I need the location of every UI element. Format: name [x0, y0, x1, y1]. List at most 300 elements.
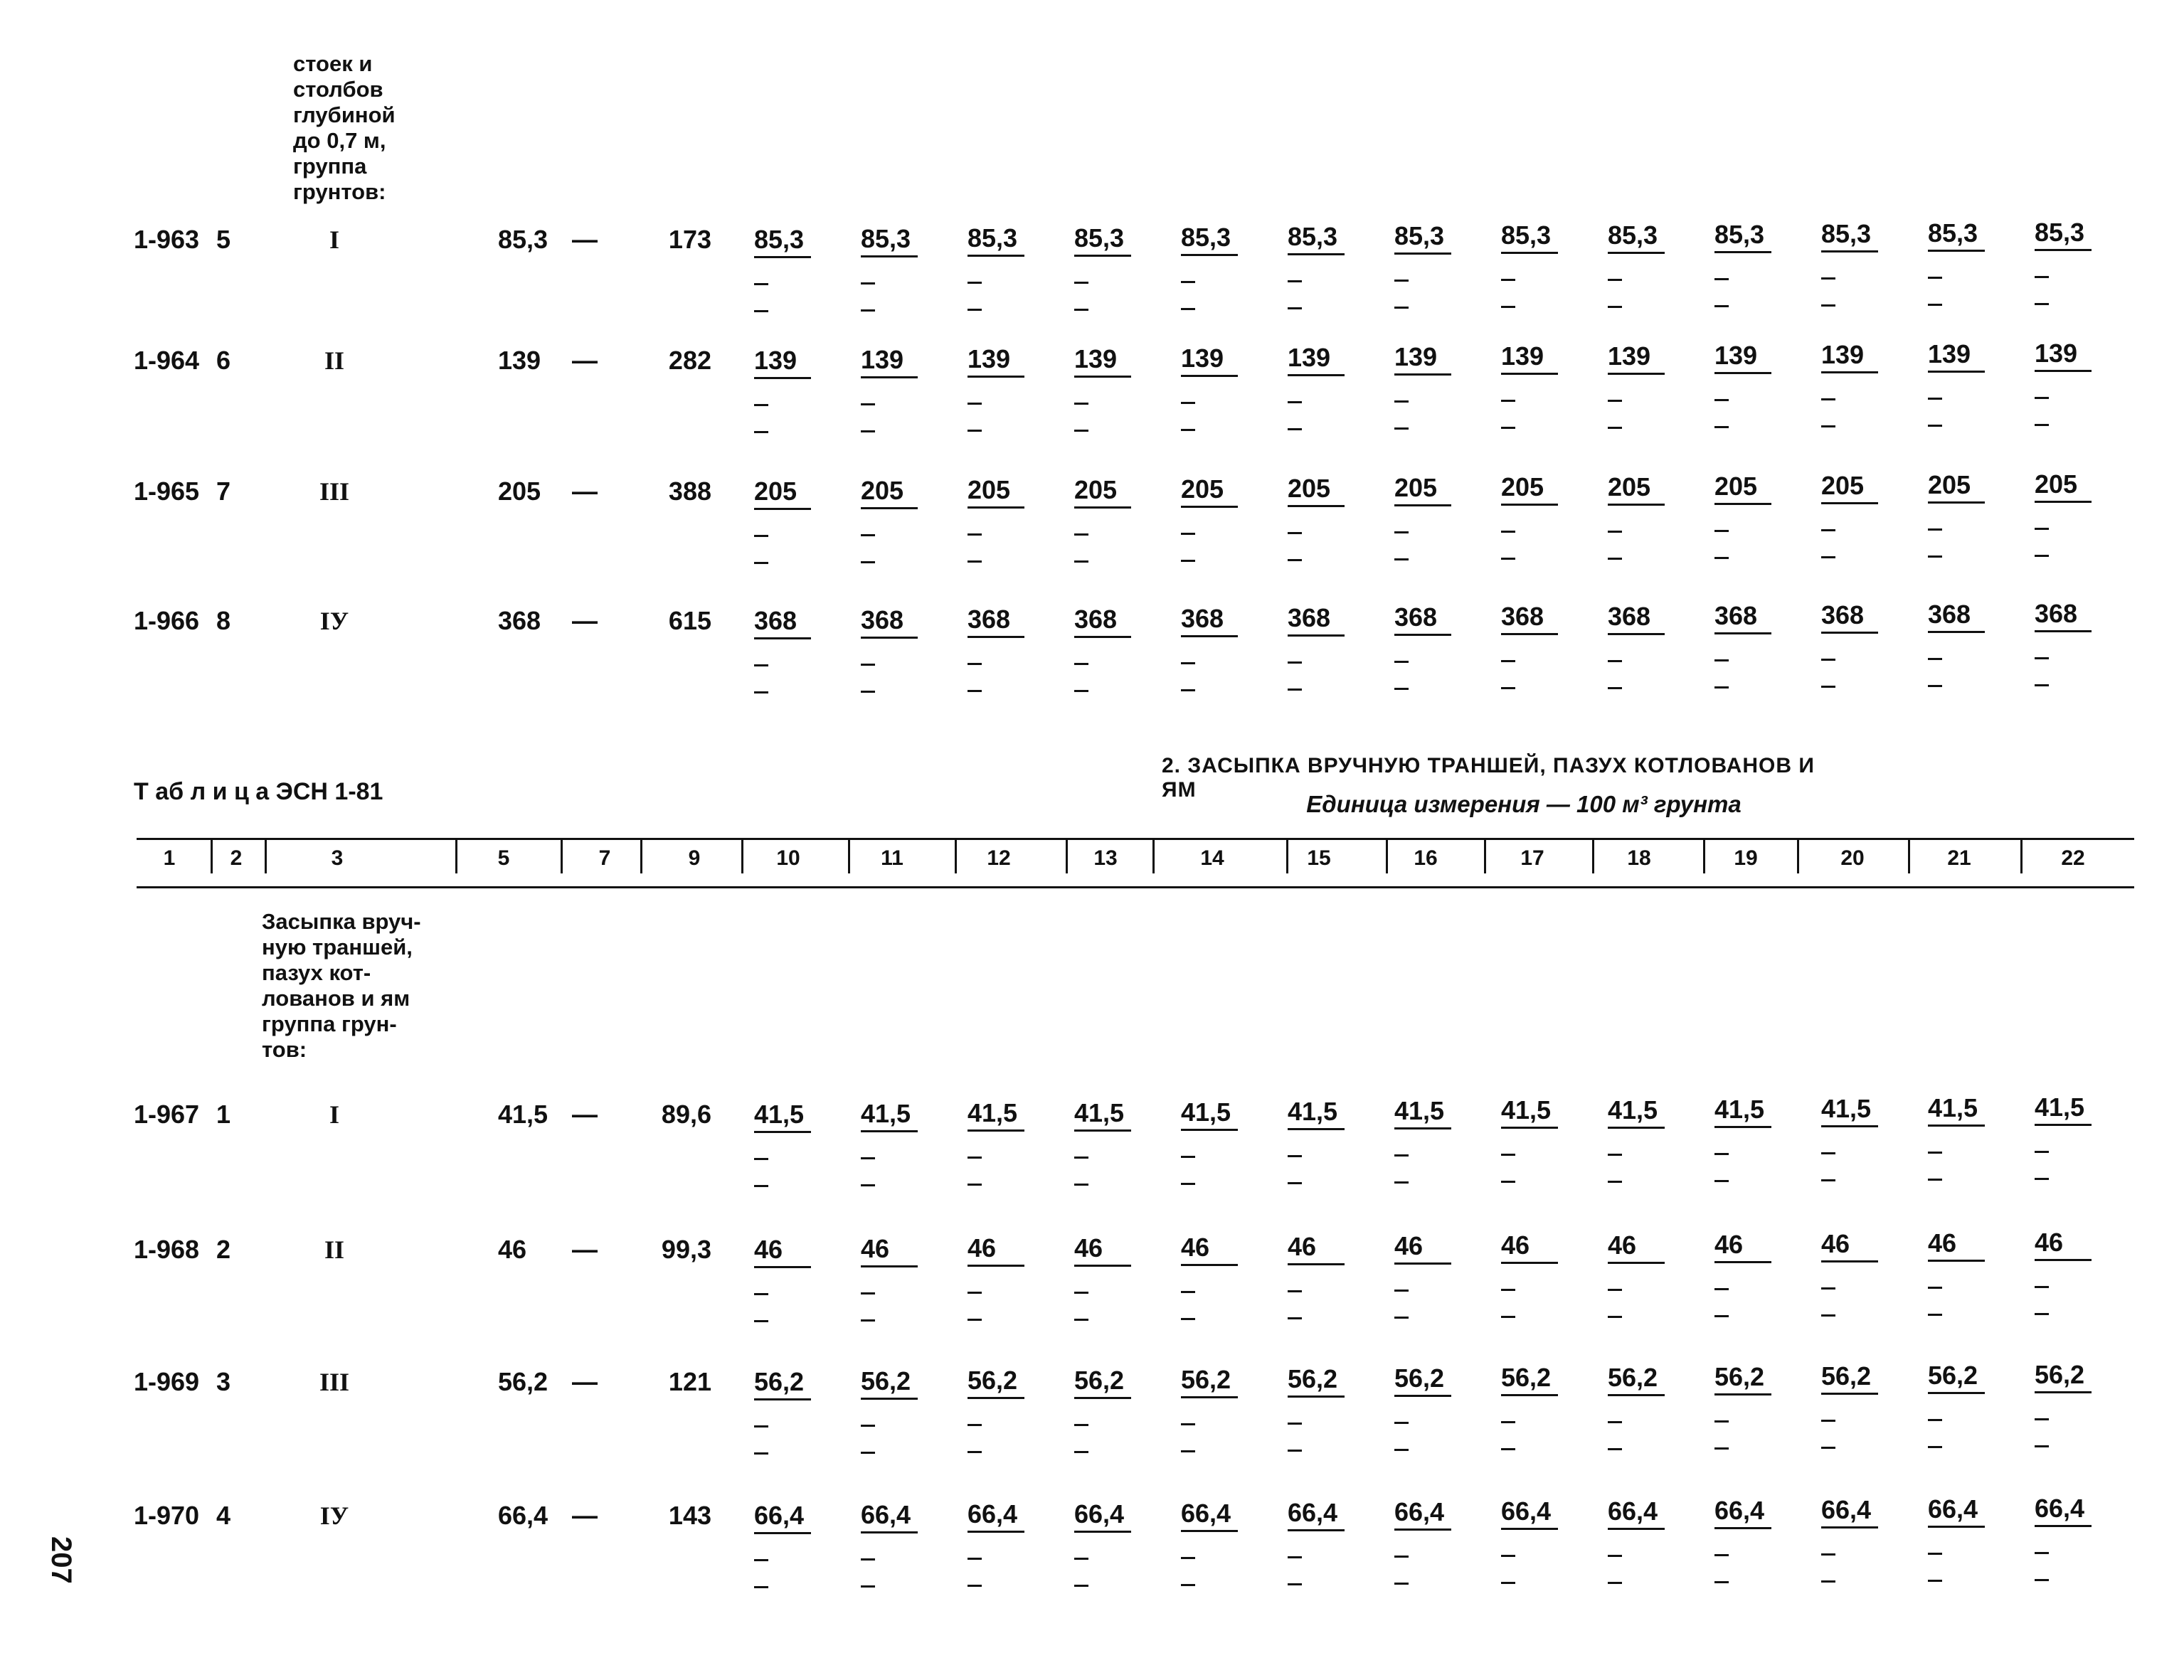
fraction-dash-lower — [754, 1320, 768, 1322]
fraction-dash-lower — [1074, 1319, 1088, 1321]
fraction-numerator: 46 — [1394, 1231, 1424, 1260]
fraction-dash-lower — [1608, 306, 1622, 308]
fraction-bar — [861, 1531, 918, 1533]
fraction-bar — [1821, 250, 1878, 252]
fraction-dash-lower — [1501, 306, 1515, 308]
col-5-value: 66,4 — [498, 1501, 548, 1530]
col-9-value: 615 — [668, 606, 711, 635]
fraction-dash-upper — [1074, 1157, 1088, 1159]
fraction-bar — [1821, 1393, 1878, 1395]
fraction-bar — [1928, 1526, 1985, 1528]
fraction-dash-lower — [968, 1184, 982, 1186]
fraction-dash-lower — [1288, 689, 1302, 691]
fraction-dash-lower — [1821, 556, 1835, 558]
fraction-bar — [1074, 1531, 1131, 1533]
fraction-dash-upper — [1181, 1156, 1195, 1158]
fraction-numerator: 41,5 — [1181, 1097, 1231, 1127]
column-header: 20 — [1840, 846, 1865, 870]
fraction-numerator: 85,3 — [2035, 218, 2085, 247]
fraction-dash-lower — [861, 1319, 875, 1322]
fraction-numerator: 41,5 — [1821, 1094, 1872, 1123]
fraction-numerator: 205 — [1501, 472, 1544, 501]
fraction-dash-upper — [1928, 1152, 1942, 1154]
fraction-dash-upper — [861, 534, 875, 536]
fraction-numerator: 41,5 — [968, 1098, 1018, 1127]
fraction-dash-lower — [1074, 1184, 1088, 1186]
fraction-dash-lower — [968, 1585, 982, 1587]
fraction-dash-lower — [1394, 1181, 1409, 1184]
fraction-bar — [1394, 1262, 1451, 1265]
fraction-dash-lower — [1074, 690, 1088, 692]
fraction-dash-lower — [754, 691, 768, 693]
fraction-numerator: 368 — [754, 606, 797, 635]
fraction-dash-lower — [1181, 308, 1195, 310]
row-code: 1-965 — [134, 477, 200, 506]
fraction-bar — [1928, 631, 1985, 633]
fraction-numerator: 85,3 — [1928, 218, 1978, 248]
fraction-dash-lower — [1394, 307, 1409, 309]
fraction-dash-lower — [1608, 427, 1622, 429]
fraction-bar — [754, 377, 811, 379]
table-name: Т аб л и ц а ЭСН 1-81 — [134, 778, 383, 805]
fraction-dash-upper — [861, 664, 875, 666]
fraction-numerator: 205 — [968, 475, 1011, 504]
fraction-dash-upper — [1288, 1290, 1302, 1292]
column-separator — [1797, 838, 1799, 873]
column-header: 9 — [688, 846, 701, 870]
fraction-dash-upper — [1821, 1553, 1835, 1556]
fraction-numerator: 41,5 — [1394, 1096, 1445, 1125]
column-header: 10 — [776, 846, 800, 870]
fraction-bar — [1714, 503, 1771, 505]
desc-line: глубиной — [293, 102, 396, 127]
fraction-bar — [861, 255, 918, 257]
fraction-dash-lower — [1928, 555, 1942, 558]
soil-group: III — [319, 1368, 350, 1396]
row-number: 2 — [216, 1235, 231, 1264]
desc-line: группа грун- — [262, 1011, 397, 1036]
fraction-dash-lower — [1501, 427, 1515, 429]
fraction-numerator: 46 — [754, 1235, 783, 1264]
fraction-bar — [1288, 1128, 1345, 1130]
fraction-numerator: 205 — [754, 477, 797, 506]
fraction-numerator: 41,5 — [1928, 1093, 1978, 1122]
row-number: 8 — [216, 606, 231, 635]
fraction-numerator: 46 — [1181, 1233, 1210, 1262]
fraction-dash-lower — [1928, 1179, 1942, 1181]
fraction-numerator: 46 — [1821, 1229, 1850, 1258]
fraction-dash-upper — [2035, 528, 2049, 530]
fraction-bar — [1928, 1125, 1985, 1127]
fraction-dash-upper — [1608, 1555, 1622, 1557]
fraction-dash-upper — [1288, 661, 1302, 664]
fraction-dash-upper — [1928, 398, 1942, 400]
fraction-numerator: 205 — [1821, 471, 1865, 500]
fraction-dash-upper — [1288, 1423, 1302, 1425]
fraction-numerator: 66,4 — [1714, 1496, 1765, 1525]
fraction-dash-lower — [1181, 1183, 1195, 1185]
soil-group: III — [319, 477, 350, 506]
fraction-dash-upper — [1608, 279, 1622, 281]
fraction-bar — [1501, 633, 1558, 635]
fraction-dash-lower — [1821, 304, 1835, 307]
fraction-bar — [1394, 504, 1451, 506]
fraction-numerator: 85,3 — [861, 224, 911, 253]
column-header: 12 — [987, 846, 1011, 870]
fraction-dash-lower — [1181, 689, 1195, 691]
fraction-dash-upper — [754, 1559, 768, 1561]
fraction-numerator: 41,5 — [1074, 1098, 1125, 1127]
fraction-dash-lower — [1821, 1179, 1835, 1181]
column-header: 3 — [331, 846, 344, 870]
column-header: 5 — [497, 846, 510, 870]
col-5-value: 46 — [498, 1235, 527, 1264]
fraction-bar — [968, 1265, 1024, 1267]
fraction-dash-lower — [1288, 1317, 1302, 1319]
col-5-value: 85,3 — [498, 225, 548, 254]
fraction-dash-upper — [2035, 1286, 2049, 1288]
fraction-dash-lower — [968, 1319, 982, 1321]
fraction-bar — [1821, 1260, 1878, 1262]
soil-group: I — [329, 225, 340, 254]
fraction-numerator: 56,2 — [1288, 1364, 1338, 1393]
fraction-dash-lower — [1714, 1315, 1729, 1317]
desc-line: Засыпка вруч- — [262, 909, 421, 934]
fraction-dash-lower — [861, 1585, 875, 1588]
fraction-bar — [968, 1129, 1024, 1132]
fraction-dash-lower — [2035, 424, 2049, 426]
fraction-bar — [1501, 1528, 1558, 1530]
fraction-dash-lower — [2035, 1579, 2049, 1581]
fraction-dash-upper — [1501, 1154, 1515, 1156]
fraction-numerator: 368 — [1074, 605, 1118, 634]
fraction-bar — [1714, 1261, 1771, 1263]
fraction-dash-upper — [1288, 280, 1302, 282]
fraction-bar — [2035, 501, 2092, 503]
fraction-bar — [754, 1398, 811, 1400]
column-header: 18 — [1627, 846, 1651, 870]
row-number: 1 — [216, 1100, 231, 1129]
fraction-numerator: 205 — [1608, 472, 1651, 501]
fraction-bar — [2035, 249, 2092, 251]
fraction-numerator: 66,4 — [1288, 1498, 1338, 1527]
fraction-dash-lower — [1074, 309, 1088, 311]
fraction-dash-upper — [754, 535, 768, 537]
fraction-bar — [1501, 504, 1558, 506]
fraction-bar — [1608, 1262, 1665, 1264]
fraction-numerator: 46 — [1608, 1230, 1637, 1260]
fraction-dash-lower — [1714, 1447, 1729, 1450]
desc-line: группа — [293, 154, 367, 179]
fraction-dash-lower — [861, 309, 875, 312]
fraction-dash-lower — [1821, 1314, 1835, 1317]
fraction-dash-lower — [968, 1451, 982, 1453]
fraction-numerator: 46 — [861, 1234, 890, 1263]
fraction-dash-upper — [1501, 531, 1515, 533]
fraction-bar — [1501, 1394, 1558, 1396]
fraction-dash-upper — [968, 1424, 982, 1426]
fraction-dash-upper — [1394, 280, 1409, 282]
column-separator — [1386, 838, 1388, 873]
fraction-bar — [1394, 1529, 1451, 1531]
fraction-numerator: 368 — [1821, 600, 1865, 629]
fraction-bar — [1714, 1393, 1771, 1395]
fraction-dash-lower — [1288, 428, 1302, 430]
fraction-bar — [1608, 504, 1665, 506]
fraction-bar — [2035, 1124, 2092, 1126]
column-header: 1 — [163, 846, 176, 870]
fraction-dash-lower — [1821, 1580, 1835, 1583]
row-code: 1-968 — [134, 1235, 200, 1264]
fraction-numerator: 66,4 — [861, 1500, 911, 1529]
fraction-dash-upper — [1074, 282, 1088, 284]
fraction-bar — [968, 1397, 1024, 1399]
col-7-value: — — [572, 1367, 598, 1396]
fraction-bar — [1928, 1260, 1985, 1262]
fraction-dash-upper — [1928, 528, 1942, 531]
col-5-value: 205 — [498, 477, 541, 506]
fraction-numerator: 46 — [1074, 1233, 1103, 1262]
fraction-dash-lower — [754, 1452, 768, 1455]
fraction-numerator: 56,2 — [968, 1366, 1018, 1395]
fraction-numerator: 85,3 — [968, 223, 1018, 252]
fraction-dash-upper — [1394, 1422, 1409, 1424]
fraction-dash-upper — [861, 1292, 875, 1294]
fraction-bar — [1181, 506, 1238, 508]
fraction-dash-lower — [754, 1185, 768, 1187]
fraction-bar — [1821, 632, 1878, 634]
column-separator — [2020, 838, 2023, 873]
fraction-dash-lower — [2035, 555, 2049, 557]
fraction-dash-lower — [1608, 687, 1622, 689]
fraction-dash-upper — [968, 282, 982, 284]
fraction-bar — [1181, 1129, 1238, 1131]
fraction-numerator: 56,2 — [1501, 1363, 1552, 1392]
fraction-numerator: 41,5 — [1501, 1095, 1552, 1125]
fraction-numerator: 205 — [1714, 472, 1758, 501]
fraction-dash-upper — [1714, 659, 1729, 661]
fraction-numerator: 368 — [1181, 604, 1224, 633]
fraction-numerator: 368 — [1288, 603, 1331, 632]
fraction-dash-lower — [1288, 307, 1302, 309]
fraction-dash-upper — [1608, 1154, 1622, 1156]
fraction-bar — [1714, 372, 1771, 374]
fraction-numerator: 139 — [2035, 339, 2078, 368]
fraction-bar — [1714, 251, 1771, 253]
fraction-dash-upper — [968, 1558, 982, 1560]
fraction-dash-upper — [968, 663, 982, 665]
fraction-dash-upper — [1928, 1287, 1942, 1289]
fraction-dash-lower — [754, 562, 768, 564]
fraction-dash-upper — [2035, 1418, 2049, 1420]
fraction-numerator: 56,2 — [1608, 1363, 1658, 1392]
fraction-numerator: 56,2 — [1821, 1361, 1872, 1391]
fraction-dash-lower — [754, 310, 768, 312]
column-separator — [741, 838, 743, 873]
fraction-dash-lower — [861, 1452, 875, 1454]
fraction-bar — [1928, 371, 1985, 373]
fraction-bar — [1608, 1528, 1665, 1530]
fraction-bar — [1928, 501, 1985, 504]
fraction-dash-upper — [1074, 533, 1088, 536]
row-number: 4 — [216, 1501, 231, 1530]
fraction-dash-lower — [1501, 1448, 1515, 1450]
fraction-dash-upper — [861, 282, 875, 285]
fraction-bar — [1074, 1397, 1131, 1399]
fraction-dash-upper — [1501, 1555, 1515, 1557]
fraction-dash-lower — [1288, 1583, 1302, 1585]
fraction-dash-upper — [1394, 1556, 1409, 1558]
fraction-numerator: 41,5 — [861, 1099, 911, 1128]
fraction-dash-lower — [754, 431, 768, 433]
fraction-dash-upper — [1928, 1419, 1942, 1421]
fraction-numerator: 66,4 — [968, 1499, 1018, 1529]
fraction-dash-lower — [1608, 1582, 1622, 1584]
header-bottom-rule — [137, 886, 2134, 888]
fraction-dash-upper — [1181, 662, 1195, 664]
fraction-dash-lower — [2035, 1445, 2049, 1447]
fraction-dash-upper — [861, 1157, 875, 1159]
fraction-bar — [1608, 633, 1665, 635]
fraction-dash-upper — [1821, 659, 1835, 661]
col-9-value: 121 — [668, 1367, 711, 1396]
header-top-rule — [137, 838, 2134, 840]
col-9-value: 143 — [668, 1501, 711, 1530]
desc-line: стоек и — [293, 51, 373, 76]
fraction-numerator: 85,3 — [754, 225, 805, 254]
fraction-dash-upper — [1608, 660, 1622, 662]
fraction-dash-lower — [1074, 430, 1088, 432]
fraction-numerator: 66,4 — [1501, 1496, 1552, 1526]
column-header: 17 — [1520, 846, 1544, 870]
column-separator — [1286, 838, 1288, 873]
fraction-bar — [1074, 506, 1131, 509]
fraction-bar — [1288, 374, 1345, 376]
fraction-bar — [1288, 634, 1345, 637]
fraction-numerator: 205 — [1074, 475, 1118, 504]
desc-line: грунтов: — [293, 179, 386, 204]
fraction-dash-upper — [754, 664, 768, 666]
fraction-dash-upper — [1608, 1421, 1622, 1423]
fraction-dash-lower — [1501, 687, 1515, 689]
fraction-bar — [1181, 1264, 1238, 1266]
fraction-numerator: 205 — [1394, 473, 1438, 502]
fraction-numerator: 205 — [861, 476, 904, 505]
fraction-dash-lower — [1181, 1318, 1195, 1320]
col-7-value: — — [572, 606, 598, 635]
fraction-bar — [968, 376, 1024, 378]
fraction-dash-lower — [1074, 560, 1088, 563]
fraction-bar — [1181, 1396, 1238, 1398]
fraction-bar — [1288, 253, 1345, 255]
fraction-dash-upper — [1074, 1558, 1088, 1560]
fraction-dash-lower — [1821, 1447, 1835, 1449]
fraction-dash-lower — [1181, 429, 1195, 431]
fraction-numerator: 46 — [1714, 1230, 1744, 1259]
fraction-dash-upper — [1181, 281, 1195, 283]
fraction-numerator: 41,5 — [1714, 1095, 1765, 1124]
desc-line: ную траншей, — [262, 935, 413, 959]
fraction-dash-lower — [1288, 1450, 1302, 1452]
fraction-dash-lower — [1501, 1181, 1515, 1183]
fraction-numerator: 56,2 — [1928, 1361, 1978, 1390]
fraction-dash-upper — [754, 404, 768, 406]
fraction-dash-upper — [1074, 1424, 1088, 1426]
row-number: 7 — [216, 477, 231, 506]
fraction-numerator: 41,5 — [1608, 1095, 1658, 1125]
fraction-numerator: 368 — [1928, 600, 1971, 629]
fraction-dash-lower — [1394, 1317, 1409, 1319]
column-separator — [265, 838, 267, 873]
column-separator — [561, 838, 563, 873]
fraction-dash-lower — [1714, 1581, 1729, 1583]
desc-line: лованов и ям — [262, 986, 410, 1011]
fraction-numerator: 85,3 — [1608, 220, 1658, 250]
fraction-bar — [1074, 1129, 1131, 1132]
fraction-dash-upper — [1181, 1291, 1195, 1293]
fraction-bar — [1181, 1530, 1238, 1532]
fraction-dash-upper — [754, 1425, 768, 1428]
fraction-dash-lower — [1928, 685, 1942, 687]
fraction-numerator: 46 — [1288, 1232, 1317, 1261]
fraction-bar — [1074, 255, 1131, 257]
fraction-dash-lower — [1714, 426, 1729, 428]
fraction-bar — [1501, 252, 1558, 254]
column-separator — [955, 838, 957, 873]
column-separator — [1484, 838, 1486, 873]
fraction-dash-upper — [1608, 531, 1622, 533]
col-5-value: 368 — [498, 606, 541, 635]
fraction-numerator: 139 — [1394, 342, 1438, 371]
desc-line: пазух кот- — [262, 960, 371, 985]
fraction-bar — [1714, 632, 1771, 634]
col-5-value: 139 — [498, 346, 541, 375]
fraction-dash-upper — [2035, 1552, 2049, 1554]
fraction-numerator: 368 — [1394, 602, 1438, 632]
fraction-numerator: 66,4 — [1928, 1494, 1978, 1524]
fraction-bar — [968, 255, 1024, 257]
fraction-bar — [1394, 252, 1451, 255]
fraction-numerator: 46 — [1928, 1228, 1957, 1258]
fraction-bar — [1394, 373, 1451, 376]
fraction-dash-lower — [968, 309, 982, 311]
fraction-bar — [754, 637, 811, 639]
fraction-dash-upper — [1501, 279, 1515, 281]
fraction-bar — [1501, 1262, 1558, 1264]
fraction-bar — [968, 636, 1024, 638]
fraction-dash-lower — [1394, 427, 1409, 430]
fraction-dash-upper — [1394, 400, 1409, 403]
fraction-bar — [1074, 376, 1131, 378]
fraction-dash-lower — [1928, 425, 1942, 427]
fraction-dash-upper — [1608, 400, 1622, 402]
fraction-dash-upper — [1821, 529, 1835, 531]
fraction-bar — [2035, 630, 2092, 632]
fraction-dash-lower — [1714, 305, 1729, 307]
fraction-dash-upper — [1288, 1155, 1302, 1157]
fraction-dash-upper — [2035, 397, 2049, 399]
fraction-dash-upper — [754, 283, 768, 285]
column-header: 19 — [1734, 846, 1758, 870]
fraction-numerator: 56,2 — [754, 1367, 805, 1396]
fraction-numerator: 139 — [1288, 343, 1331, 372]
fraction-dash-upper — [1394, 531, 1409, 533]
fraction-numerator: 56,2 — [861, 1366, 911, 1395]
fraction-dash-upper — [2035, 1151, 2049, 1153]
fraction-dash-lower — [968, 560, 982, 563]
row-number: 3 — [216, 1367, 231, 1396]
table-title: 2. ЗАСЫПКА ВРУЧНУЮ ТРАНШЕЙ, ПАЗУХ КОТЛОВАНОВ И ЯМ — [1162, 754, 1815, 802]
